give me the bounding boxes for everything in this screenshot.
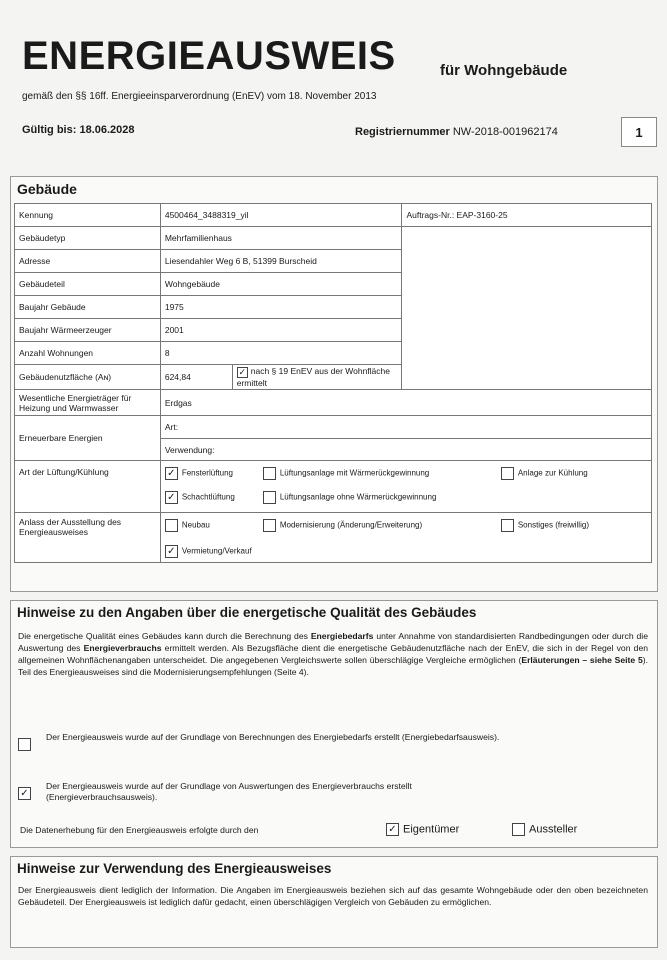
- row-label: Gebäudeteil: [15, 273, 161, 296]
- checkbox-icon: [18, 738, 31, 751]
- renew-label: Erneuerbare Energien: [15, 416, 161, 461]
- occasion-label: Anlass der Ausstellung des Energieausweises: [15, 513, 161, 563]
- row-value: Liesendahler Weg 6 B, 51399 Burscheid: [160, 250, 402, 273]
- occasion-option-other[interactable]: Sonstiges (freiwillig): [501, 519, 589, 532]
- quality-paragraph: Die energetische Qualität eines Gebäudes kann durch die Berechnung des Energiebedarfs unter Annahme von standardisierten Randbedingungen oder durch die Auswertung des Energieverbrauchs ermittelt werden. Als Bezugsfläche dient die energetische Gebäudenutzfläche nach der EnEV, die sich in der Regel von den allgemeinen Wohnflächenangaben unterscheidet. Die angegebenen Vergleichswerte sollen überschlägige Vergleiche ermöglichen (Erläuterungen – siehe Seite 5). Teil des Energieausweises sind die Modernisierungsempfehlungen (Seite 4).: [18, 631, 649, 677]
- area-value: 624,84: [160, 365, 232, 390]
- owner-option[interactable]: ✓ Eigentümer: [386, 823, 459, 836]
- registration-value: NW-2018-001962174: [452, 126, 558, 138]
- area-checkbox[interactable]: ✓: [238, 366, 247, 377]
- row-value: 2001: [160, 319, 402, 342]
- occasion-option-modernization[interactable]: Modernisierung (Änderung/Erweiterung): [263, 519, 422, 532]
- row-label: Kennung: [15, 204, 161, 227]
- checkbox-icon: [501, 519, 514, 532]
- issuer-option[interactable]: Aussteller: [512, 823, 577, 836]
- vent-option-shaft[interactable]: ✓ Schachtlüftung: [165, 491, 235, 504]
- energy-label: Wesentliche Energieträger für Heizung und Warmwasser: [15, 390, 161, 416]
- checkbox-icon: [263, 467, 276, 480]
- document-title: ENERGIEAUSWEIS: [22, 34, 396, 78]
- building-table: [14, 203, 652, 563]
- row-value: 8: [160, 342, 402, 365]
- vent-option-cooling[interactable]: Anlage zur Kühlung: [501, 467, 588, 480]
- checkbox-icon: [263, 519, 276, 532]
- valid-label: Gültig bis:: [22, 124, 77, 136]
- document-subtitle: für Wohngebäude: [440, 62, 568, 79]
- renew-art: Art:: [160, 416, 651, 439]
- vent-option-window[interactable]: ✓ Fensterlüftung: [165, 467, 233, 480]
- vent-option-with-recovery[interactable]: Lüftungsanlage mit Wärmerückgewinnung: [263, 467, 429, 480]
- row-value: 4500464_3488319_yil: [160, 204, 402, 227]
- row-value: 1975: [160, 296, 402, 319]
- checkbox-icon: ✓: [165, 467, 178, 480]
- occasion-option-rental[interactable]: ✓ Vermietung/Verkauf: [165, 545, 252, 558]
- law-reference: gemäß den §§ 16ff. Energieeinsparverordnung (EnEV) vom 18. November 2013: [22, 91, 377, 102]
- row-label: Adresse: [15, 250, 161, 273]
- checkbox-icon: [501, 467, 514, 480]
- checkbox-icon: ✓: [165, 491, 178, 504]
- vent-label: Art der Lüftung/Kühlung: [15, 461, 161, 513]
- usage-heading: Hinweise zur Verwendung des Energieausweises: [17, 861, 332, 876]
- consumption-option-label: Der Energieausweis wurde auf der Grundlage von Auswertungen des Energieverbrauchs erstellt (Energieverbrauchsausweis).: [46, 781, 412, 802]
- vent-option-without-recovery[interactable]: Lüftungsanlage ohne Wärmerückgewinnung: [263, 491, 437, 504]
- area-note: nach § 19 EnEV aus der Wohnfläche ermittelt: [236, 366, 390, 388]
- occasion-option-new[interactable]: Neubau: [165, 519, 210, 532]
- row-label: Gebäudetyp: [15, 227, 161, 250]
- building-heading: Gebäude: [17, 181, 77, 197]
- registration-label: Registriernummer: [355, 126, 450, 138]
- checkbox-icon: ✓: [165, 545, 178, 558]
- order-number: Auftrags-Nr.: EAP-3160-25: [402, 204, 652, 227]
- row-value: Wohngebäude: [160, 273, 402, 296]
- row-value: Mehrfamilienhaus: [160, 227, 402, 250]
- demand-checkbox[interactable]: [18, 736, 35, 754]
- valid-value: 18.06.2028: [79, 124, 135, 136]
- checkbox-icon: [165, 519, 178, 532]
- area-label: Gebäudenutzfläche (Aɴ): [15, 365, 161, 390]
- energy-value: Erdgas: [160, 390, 651, 416]
- row-label: Baujahr Gebäude: [15, 296, 161, 319]
- checkbox-icon: ✓: [386, 823, 399, 836]
- checkbox-icon: [263, 491, 276, 504]
- valid-until: [22, 124, 135, 136]
- row-label: Baujahr Wärmeerzeuger: [15, 319, 161, 342]
- row-label: Anzahl Wohnungen: [15, 342, 161, 365]
- data-collection-label: Die Datenerhebung für den Energieausweis erfolgte durch den: [20, 825, 259, 835]
- vent-options: [160, 461, 651, 513]
- registration: [355, 126, 558, 138]
- page-number: 1: [621, 117, 657, 147]
- consumption-checkbox[interactable]: [18, 785, 35, 803]
- occasion-options: [160, 513, 651, 563]
- area-note-cell: [232, 365, 402, 390]
- renew-use: Verwendung:: [160, 439, 651, 461]
- quality-heading: Hinweise zu den Angaben über die energetische Qualität des Gebäudes: [17, 605, 477, 620]
- photo-area: [402, 227, 652, 390]
- checkbox-icon: [512, 823, 525, 836]
- usage-text: Der Energieausweis dient lediglich der Information. Die Angaben im Energieausweis beziehen sich auf das gesamte Wohngebäude oder den oben bezeichneten Gebäudeteil. Der Energieausweis ist lediglich dafür gedacht, einen überschlägigen Vergleich von Gebäuden zu ermöglichen.: [18, 885, 648, 907]
- demand-option-label: Der Energieausweis wurde auf der Grundlage von Berechnungen des Energiebedarfs erstellt (Energiebedarfsausweis).: [46, 732, 500, 742]
- checkbox-icon: ✓: [18, 787, 31, 800]
